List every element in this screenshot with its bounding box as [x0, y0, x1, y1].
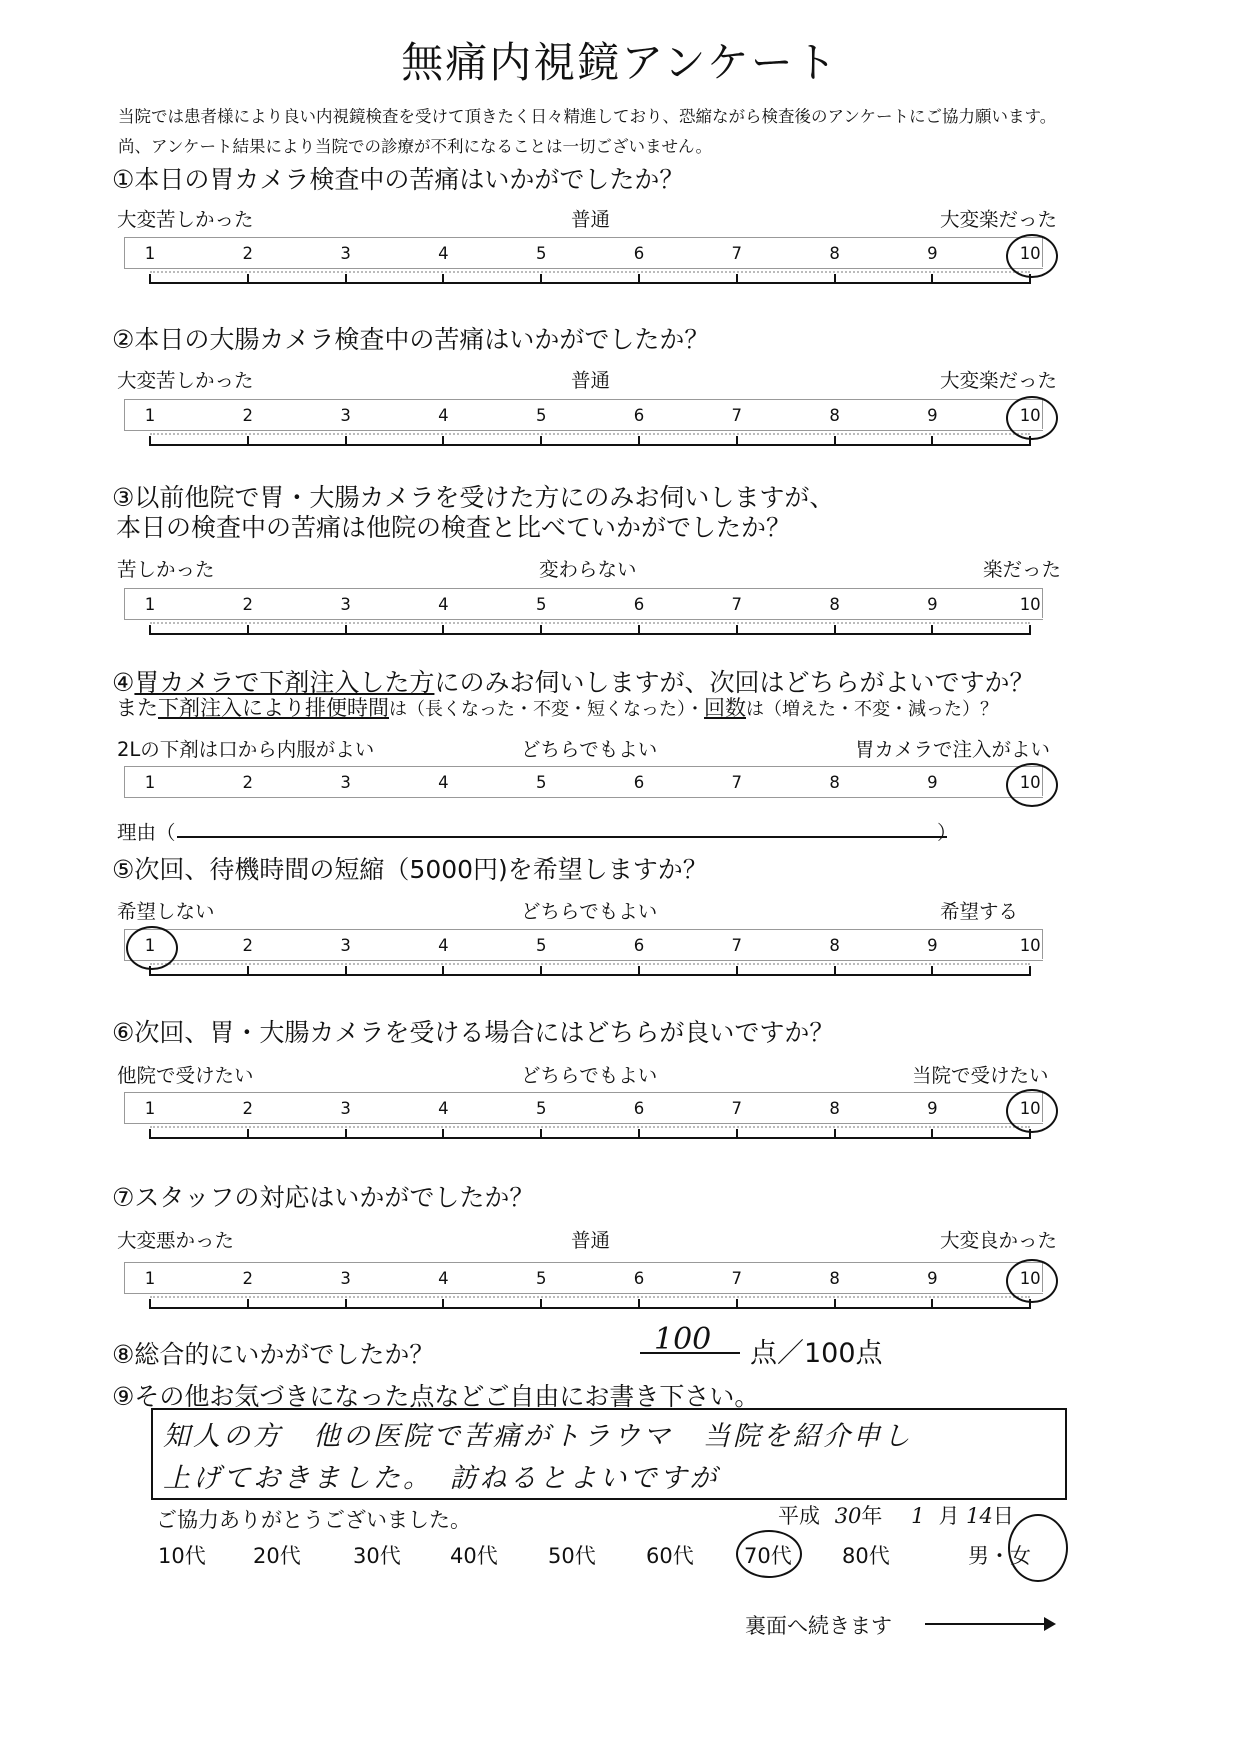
- scale-numbers: [124, 936, 1049, 960]
- scale-dotted-guide: [150, 622, 1030, 624]
- q4-left-label: 2Lの下剤は口から内服がよい: [117, 738, 375, 761]
- scale-option-10[interactable]: 10: [1019, 595, 1041, 614]
- scale-option-7[interactable]: 7: [731, 936, 743, 955]
- q7-left-label: 大変悪かった: [117, 1229, 235, 1252]
- selected-answer-circle: [1006, 1089, 1058, 1133]
- scale-option-1[interactable]: 1: [144, 406, 156, 425]
- question-1: ①本日の胃カメラ検査中の苦痛はいかがでしたか？: [112, 165, 685, 194]
- scale-option-8[interactable]: 8: [829, 936, 840, 955]
- scale-option-8[interactable]: 8: [829, 773, 840, 792]
- scale-tick: [540, 274, 542, 284]
- scale-tick: [442, 1299, 444, 1309]
- age-option[interactable]: 60代: [646, 1544, 694, 1568]
- scale-option-9[interactable]: 9: [927, 595, 938, 614]
- scale-option-5[interactable]: 5: [535, 1269, 547, 1288]
- scale-option-9[interactable]: 9: [927, 244, 938, 263]
- age-option[interactable]: 30代: [353, 1544, 401, 1568]
- scale-option-10[interactable]: 10: [1019, 1099, 1041, 1118]
- scale-tick: [736, 436, 738, 446]
- selected-answer-circle: [1006, 234, 1058, 278]
- scale-baseline: [150, 444, 1030, 446]
- q4-scale[interactable]: [124, 766, 1049, 811]
- scale-option-1[interactable]: 1: [144, 244, 156, 263]
- date-row: [778, 1500, 1014, 1530]
- scale-tick: [931, 966, 933, 976]
- scale-tick: [834, 436, 836, 446]
- q7-right-label: 大変良かった: [940, 1229, 1058, 1252]
- thanks-text: ご協力ありがとうございました。: [156, 1508, 471, 1532]
- scale-option-3[interactable]: 3: [340, 244, 351, 263]
- scale-tick: [345, 966, 347, 976]
- scale-numbers: [124, 1099, 1049, 1123]
- scale-tick: [247, 625, 249, 635]
- scale-tick: [638, 966, 640, 976]
- scale-numbers: [124, 1269, 1049, 1293]
- q3-center-label: 変わらない: [539, 558, 637, 581]
- date-year[interactable]: 30: [834, 1504, 862, 1528]
- scale-option-1[interactable]: 1: [144, 773, 156, 792]
- scale-option-7[interactable]: 7: [731, 595, 743, 614]
- scale-option-6[interactable]: 6: [633, 936, 645, 955]
- question-5: ⑤次回、待機時間の短縮（5000円)を希望しますか？: [112, 855, 708, 884]
- scale-option-6[interactable]: 6: [633, 244, 645, 263]
- scale-option-2[interactable]: 2: [242, 1099, 254, 1118]
- scale-option-3[interactable]: 3: [340, 773, 351, 792]
- q5-right-label: 希望する: [940, 900, 1019, 923]
- q2-right-label: 大変楽だった: [940, 369, 1058, 392]
- scale-option-7[interactable]: 7: [731, 406, 743, 425]
- scale-dotted-guide: [150, 271, 1030, 273]
- question-2: ②本日の大腸カメラ検査中の苦痛はいかがでしたか？: [112, 325, 710, 354]
- question-4-line-2: [116, 692, 998, 722]
- scale-tick: [638, 274, 640, 284]
- scale-option-4[interactable]: 4: [438, 773, 449, 792]
- question-8: ⑧総合的にいかがでしたか？: [112, 1340, 435, 1369]
- q2-scale[interactable]: [124, 399, 1049, 481]
- scale-option-1[interactable]: 1: [144, 1099, 156, 1118]
- continue-text: 裏面へ続きます: [745, 1614, 892, 1638]
- scale-tick: [1029, 625, 1031, 635]
- scale-tick: [638, 1299, 640, 1309]
- scale-option-9[interactable]: 9: [927, 773, 938, 792]
- gender-selection-circle: [1008, 1514, 1068, 1582]
- scale-tick: [345, 436, 347, 446]
- question-7: ⑦スタッフの対応はいかがでしたか？: [112, 1183, 535, 1212]
- selected-answer-circle: [1006, 763, 1058, 807]
- q3-right-label: 楽だった: [983, 558, 1062, 581]
- scale-option-7[interactable]: 7: [731, 773, 743, 792]
- scale-tick: [931, 1129, 933, 1139]
- scale-option-4[interactable]: 4: [438, 406, 449, 425]
- q5-center-label: どちらでもよい: [521, 900, 658, 923]
- scale-option-2[interactable]: 2: [242, 406, 254, 425]
- date-era: 平成: [778, 1504, 820, 1528]
- arrow-right-icon: [1044, 1617, 1056, 1631]
- scale-tick: [540, 1299, 542, 1309]
- scale-option-2[interactable]: 2: [242, 773, 254, 792]
- continue-arrow-line: [925, 1623, 1048, 1625]
- scale-baseline: [150, 1307, 1030, 1309]
- scale-option-7[interactable]: 7: [731, 244, 743, 263]
- scale-option-2[interactable]: 2: [242, 936, 254, 955]
- page-title: 無痛内視鏡アンケート: [401, 38, 839, 87]
- scale-option-8[interactable]: 8: [829, 595, 840, 614]
- question-9: ⑨その他お気づきになった点などご自由にお書き下さい。: [112, 1382, 760, 1411]
- scale-option-5[interactable]: 5: [535, 936, 547, 955]
- scale-option-6[interactable]: 6: [633, 1269, 645, 1288]
- scale-tick: [149, 436, 151, 446]
- q2-center-label: 普通: [571, 369, 611, 392]
- date-day-label: 日: [992, 1504, 1014, 1528]
- q4-underlined-phrase: 胃カメラで下剤注入した方: [134, 668, 435, 697]
- scale-tick: [442, 625, 444, 635]
- scale-tick: [834, 625, 836, 635]
- q4-center-label: どちらでもよい: [521, 738, 658, 761]
- scale-tick: [834, 1129, 836, 1139]
- scale-option-3[interactable]: 3: [340, 1269, 351, 1288]
- scale-option-1[interactable]: 1: [144, 1269, 156, 1288]
- scale-numbers: [124, 406, 1049, 430]
- scale-baseline: [150, 1137, 1030, 1139]
- scale-option-5[interactable]: 5: [535, 595, 547, 614]
- scale-tick: [442, 436, 444, 446]
- score-handwritten: 100: [654, 1322, 712, 1357]
- scale-tick: [931, 436, 933, 446]
- scale-tick: [834, 1299, 836, 1309]
- scale-option-9[interactable]: 9: [927, 1269, 938, 1288]
- scale-numbers: [124, 595, 1049, 619]
- scale-tick: [247, 274, 249, 284]
- scale-tick: [149, 625, 151, 635]
- scale-option-6[interactable]: 6: [633, 595, 645, 614]
- scale-option-8[interactable]: 8: [829, 1099, 840, 1118]
- scale-option-3[interactable]: 3: [340, 936, 351, 955]
- scale-option-4[interactable]: 4: [438, 595, 449, 614]
- q7-center-label: 普通: [571, 1229, 611, 1252]
- age-option[interactable]: 20代: [253, 1544, 301, 1568]
- scale-baseline: [150, 282, 1030, 284]
- selected-answer-circle: [1006, 1259, 1058, 1303]
- q6-right-label: 当院で受けたい: [912, 1064, 1049, 1087]
- scale-baseline: [150, 974, 1030, 976]
- scale-option-2[interactable]: 2: [242, 1269, 254, 1288]
- scale-option-5[interactable]: 5: [535, 244, 547, 263]
- q1-left-label: 大変苦しかった: [117, 208, 254, 231]
- age-option[interactable]: 80代: [842, 1544, 890, 1568]
- scale-option-3[interactable]: 3: [340, 595, 351, 614]
- scale-tick: [247, 966, 249, 976]
- q3-left-label: 苦しかった: [117, 558, 215, 581]
- q6-scale[interactable]: [124, 1092, 1049, 1174]
- scale-option-2[interactable]: 2: [242, 244, 254, 263]
- age-option-selected[interactable]: 70代: [744, 1544, 792, 1568]
- scale-dotted-guide: [150, 1296, 1030, 1298]
- scale-dotted-guide: [150, 433, 1030, 435]
- age-option[interactable]: 50代: [548, 1544, 596, 1568]
- scale-dotted-guide: [150, 1126, 1030, 1128]
- intro-line-2: 尚、アンケート結果により当院での診療が不利になることは一切ございません。: [118, 137, 712, 156]
- scale-option-10[interactable]: 10: [1019, 773, 1041, 792]
- age-selection-circle: [736, 1530, 802, 1578]
- scale-tick: [247, 1129, 249, 1139]
- q4-2c: は（長くなった・不変・短くなった）・: [389, 699, 704, 720]
- scale-tick: [149, 1129, 151, 1139]
- gender-female[interactable]: 女: [1010, 1544, 1031, 1568]
- scale-option-9[interactable]: 9: [927, 1099, 938, 1118]
- scale-option-8[interactable]: 8: [829, 244, 840, 263]
- scale-tick: [736, 1129, 738, 1139]
- scale-tick: [736, 1299, 738, 1309]
- q4-reason-close: ）: [937, 821, 957, 844]
- scale-option-4[interactable]: 4: [438, 936, 449, 955]
- question-3-line-1: ③以前他院で胃・大腸カメラを受けた方にのみお伺いしますが、: [112, 483, 835, 512]
- scale-option-1[interactable]: 1: [144, 595, 156, 614]
- scale-option-6[interactable]: 6: [633, 406, 645, 425]
- scale-option-6[interactable]: 6: [633, 1099, 645, 1118]
- scale-dotted-guide: [150, 963, 1030, 965]
- score-unit: 点／100点: [750, 1338, 883, 1369]
- comment-line-1: 知人の方 他の医院で苦痛がトラウマ 当院を紹介申し: [163, 1421, 913, 1452]
- q2-left-label: 大変苦しかった: [117, 369, 254, 392]
- scale-option-4[interactable]: 4: [438, 1269, 449, 1288]
- scale-tick: [345, 1129, 347, 1139]
- q4-right-label: 胃カメラで注入がよい: [855, 738, 1051, 761]
- q1-center-label: 普通: [571, 208, 611, 231]
- q7-scale[interactable]: [124, 1262, 1049, 1344]
- scale-tick: [345, 625, 347, 635]
- scale-option-5[interactable]: 5: [535, 406, 547, 425]
- q4-number: ④: [112, 668, 135, 697]
- scale-tick: [540, 1129, 542, 1139]
- scale-option-10[interactable]: 10: [1019, 1269, 1041, 1288]
- q5-scale[interactable]: [124, 929, 1049, 1011]
- date-year-label: 年: [861, 1504, 883, 1528]
- scale-tick: [540, 436, 542, 446]
- intro-line-1: 当院では患者様により良い内視鏡検査を受けて頂きたく日々精進しており、恐縮ながら検査後のアンケートにご協力願います。: [118, 107, 1057, 126]
- scale-numbers: [124, 773, 1049, 797]
- scale-option-6[interactable]: 6: [633, 773, 645, 792]
- scale-option-1[interactable]: 1: [144, 936, 156, 955]
- scale-option-2[interactable]: 2: [242, 595, 254, 614]
- comments-box[interactable]: [151, 1408, 1067, 1500]
- scale-option-9[interactable]: 9: [927, 936, 938, 955]
- scale-tick: [931, 274, 933, 284]
- scale-tick: [149, 274, 151, 284]
- scale-tick: [149, 1299, 151, 1309]
- question-3-line-2: 本日の検査中の苦痛は他院の検査と比べていかがでしたか？: [116, 513, 792, 542]
- selected-answer-circle: [126, 926, 178, 970]
- scale-tick: [834, 966, 836, 976]
- scale-tick: [638, 436, 640, 446]
- scale-tick: [442, 274, 444, 284]
- scale-option-7[interactable]: 7: [731, 1099, 743, 1118]
- scale-numbers: [124, 244, 1049, 268]
- scale-option-5[interactable]: 5: [535, 773, 547, 792]
- date-day[interactable]: 14: [966, 1504, 993, 1528]
- scale-tick: [736, 966, 738, 976]
- scale-baseline: [150, 633, 1030, 635]
- date-month[interactable]: 1: [911, 1504, 925, 1528]
- q5-left-label: 希望しない: [117, 900, 215, 923]
- scale-option-5[interactable]: 5: [535, 1099, 547, 1118]
- q4-2b: 下剤注入により排便時間: [158, 696, 389, 720]
- scale-option-3[interactable]: 3: [340, 1099, 351, 1118]
- comment-line-2: 上げておきました。 訪ねるとよいですが: [163, 1463, 720, 1494]
- q1-scale[interactable]: [124, 237, 1049, 319]
- scale-tick: [931, 1299, 933, 1309]
- scale-option-8[interactable]: 8: [829, 1269, 840, 1288]
- scale-tick: [834, 274, 836, 284]
- q4-2d: 回数: [704, 696, 746, 720]
- scale-tick: [442, 966, 444, 976]
- age-option[interactable]: 40代: [450, 1544, 498, 1568]
- scale-tick: [736, 625, 738, 635]
- date-month-label: 月: [938, 1504, 960, 1528]
- scale-option-10[interactable]: 10: [1019, 936, 1041, 955]
- scale-option-4[interactable]: 4: [438, 1099, 449, 1118]
- q4-reason-field[interactable]: [177, 836, 947, 838]
- question-6: ⑥次回、胃・大腸カメラを受ける場合にはどちらが良いですか？: [112, 1018, 835, 1047]
- q6-left-label: 他院で受けたい: [117, 1064, 254, 1087]
- scale-tick: [931, 625, 933, 635]
- q6-center-label: どちらでもよい: [521, 1064, 658, 1087]
- age-option[interactable]: 10代: [158, 1544, 206, 1568]
- scale-tick: [247, 436, 249, 446]
- scale-option-8[interactable]: 8: [829, 406, 840, 425]
- selected-answer-circle: [1006, 396, 1058, 440]
- gender-separator: ・: [989, 1544, 1010, 1568]
- scale-option-10[interactable]: 10: [1019, 244, 1041, 263]
- q4-rest: にのみお伺いしますが、次回はどちらがよいですか？: [434, 668, 1035, 697]
- scale-tick: [345, 274, 347, 284]
- scale-tick: [638, 1129, 640, 1139]
- q4-2e: は（増えた・不変・減った）？: [746, 699, 998, 720]
- scale-tick: [736, 274, 738, 284]
- scale-tick: [442, 1129, 444, 1139]
- q4-reason-label: 理由（: [117, 821, 176, 844]
- scale-option-4[interactable]: 4: [438, 244, 449, 263]
- scale-option-9[interactable]: 9: [927, 406, 938, 425]
- scale-tick: [1029, 966, 1031, 976]
- gender-male[interactable]: 男: [968, 1544, 989, 1568]
- q3-scale[interactable]: [124, 588, 1049, 670]
- scale-tick: [638, 625, 640, 635]
- q4-2a: また: [116, 696, 158, 720]
- q1-right-label: 大変楽だった: [940, 208, 1058, 231]
- scale-option-3[interactable]: 3: [340, 406, 351, 425]
- scale-option-7[interactable]: 7: [731, 1269, 743, 1288]
- scale-option-10[interactable]: 10: [1019, 406, 1041, 425]
- scale-tick: [247, 1299, 249, 1309]
- scale-tick: [540, 966, 542, 976]
- scale-tick: [540, 625, 542, 635]
- scale-tick: [345, 1299, 347, 1309]
